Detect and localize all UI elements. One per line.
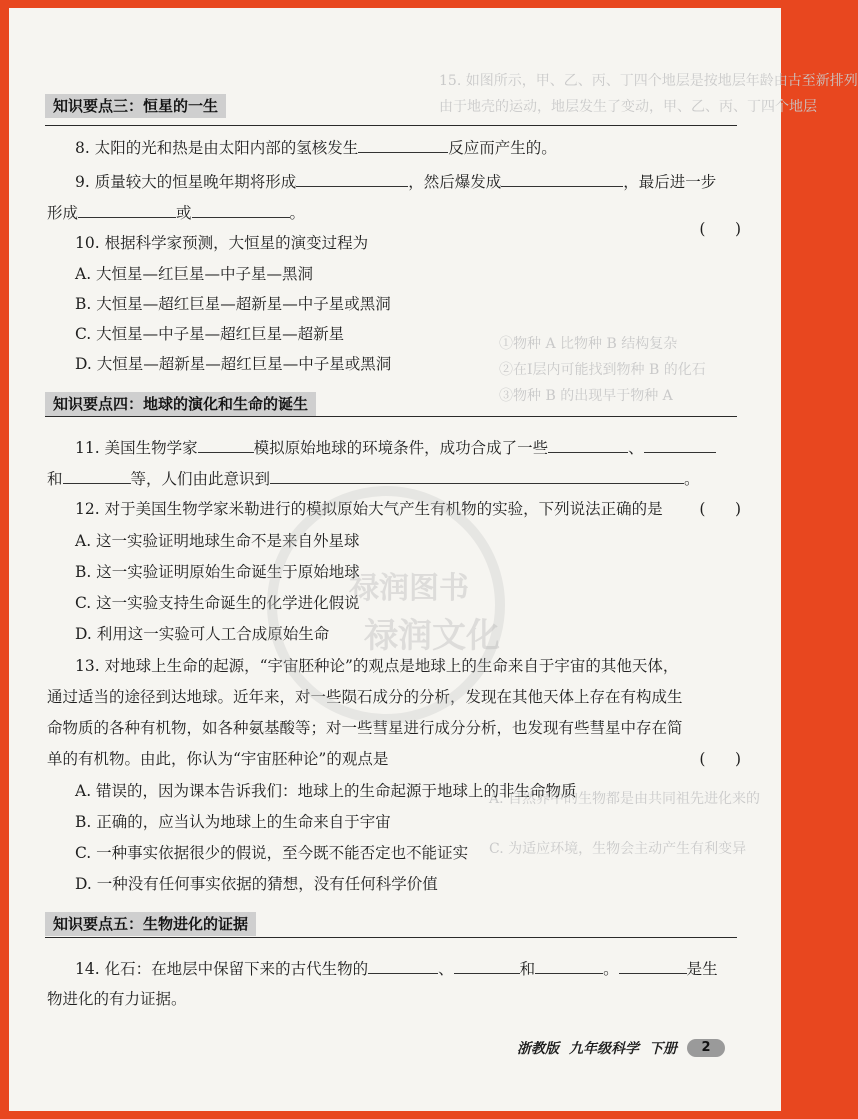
answer-bracket[interactable]: ( ) [699, 500, 741, 518]
question-14-cont: 物进化的有力证据。 [47, 990, 187, 1008]
question-10-stem: 10. 根据科学家预测，大恒星的演变过程为 [75, 234, 369, 252]
option-b[interactable]: B. 正确的，应当认为地球上的生命来自于宇宙 [75, 813, 391, 831]
book-title: 九年级科学 [569, 1041, 639, 1057]
answer-blank[interactable] [535, 957, 603, 974]
option-a[interactable]: A. 大恒星—红巨星—中子星—黑洞 [75, 265, 314, 283]
option-b[interactable]: B. 这一实验证明原始生命诞生于原始地球 [75, 563, 360, 581]
answer-blank[interactable] [78, 201, 176, 218]
answer-blank[interactable] [198, 436, 254, 453]
option-b[interactable]: B. 大恒星—超红巨星—超新星—中子星或黑洞 [75, 295, 391, 313]
section-divider [45, 416, 737, 417]
section-divider [45, 125, 737, 126]
bleed-through-text: ②在Ⅰ层内可能找到物种 B 的化石 [499, 362, 706, 378]
question-11: 11. 美国生物学家 模拟原始地球的环境条件，成功合成了一些 、 [75, 436, 716, 459]
section-title: 知识要点五：生物进化的证据 [45, 912, 256, 936]
section-title: 知识要点四：地球的演化和生命的诞生 [45, 392, 316, 416]
answer-blank[interactable] [270, 467, 684, 484]
question-11-cont: 和 等，人们由此意识到 。 [47, 467, 700, 490]
answer-blank[interactable] [63, 467, 131, 484]
section-divider [45, 937, 737, 938]
option-d[interactable]: D. 一种没有任何事实依据的猜想，没有任何科学价值 [75, 875, 438, 893]
option-c[interactable]: C. 大恒星—中子星—超红巨星—超新星 [75, 325, 345, 343]
answer-blank[interactable] [296, 170, 408, 187]
edition-label: 浙教版 [517, 1041, 559, 1057]
question-9: 9. 质量较大的恒星晚年期将形成 ，然后爆发成 ，最后进一步 [75, 170, 716, 193]
answer-bracket[interactable]: ( ) [699, 750, 741, 768]
answer-blank[interactable] [368, 957, 438, 974]
watermark-text: 禄润文化 [364, 616, 500, 656]
option-c[interactable]: C. 一种事实依据很少的假说，至今既不能否定也不能证实 [75, 844, 469, 862]
section-title: 知识要点三：恒星的一生 [45, 94, 226, 118]
answer-blank[interactable] [619, 957, 687, 974]
answer-blank[interactable] [548, 436, 628, 453]
bleed-through-text: 由于地壳的运动，地层发生了变动，甲、乙、丙、丁四个地层 [439, 99, 817, 115]
question-13-line2: 通过适当的途径到达地球。近年来，对一些陨石成分的分析，发现在其他天体上存在有构成生 [47, 688, 683, 706]
answer-blank[interactable] [192, 201, 290, 218]
question-12-stem: 12. 对于美国生物学家米勒进行的模拟原始大气产生有机物的实验，下列说法正确的是 [75, 500, 663, 518]
answer-blank[interactable] [454, 957, 520, 974]
question-13-line3: 命物质的各种有机物，如各种氨基酸等；对一些彗星进行成分分析，也发现有些彗星中存在简 [47, 719, 683, 737]
answer-blank[interactable] [644, 436, 716, 453]
bleed-through-text: A. 自然界中的生物都是由共同祖先进化来的 [489, 791, 761, 807]
bleed-through-text: ①物种 A 比物种 B 结构复杂 [499, 336, 678, 352]
volume-label: 下册 [649, 1041, 677, 1057]
bleed-through-text: C. 为适应环境，生物会主动产生有利变异 [489, 841, 747, 857]
page-footer [517, 1038, 725, 1058]
option-d[interactable]: D. 大恒星—超新星—超红巨星—中子星或黑洞 [75, 355, 392, 373]
answer-bracket[interactable]: ( ) [699, 220, 741, 238]
answer-blank[interactable] [358, 136, 448, 153]
question-13-line4: 单的有机物。由此，你认为“宇宙胚种论”的观点是 [47, 750, 389, 768]
bleed-through-text: ③物种 B 的出现早于物种 A [499, 388, 673, 404]
document-page [9, 8, 858, 1111]
option-a[interactable]: A. 这一实验证明地球生命不是来自外星球 [75, 532, 360, 550]
option-c[interactable]: C. 这一实验支持生命诞生的化学进化假说 [75, 594, 360, 612]
page-number: 2 [687, 1039, 725, 1057]
bleed-through-text: 15. 如图所示，甲、乙、丙、丁四个地层是按地层年龄由古至新排列 [439, 73, 858, 89]
answer-blank[interactable] [501, 170, 623, 187]
option-d[interactable]: D. 利用这一实验可人工合成原始生命 [75, 625, 330, 643]
watermark-text: 禄润图书 [349, 571, 469, 606]
option-a[interactable]: A. 错误的，因为课本告诉我们：地球上的生命起源于地球上的非生命物质 [75, 782, 577, 800]
question-14: 14. 化石：在地层中保留下来的古代生物的 、 和 。 是生 [75, 957, 718, 980]
question-8: 8. 太阳的光和热是由太阳内部的氢核发生 反应而产生的。 [75, 136, 557, 159]
question-9-cont: 形成 或 。 [47, 201, 305, 224]
question-13-line1: 13. 对地球上生命的起源，“宇宙胚种论”的观点是地球上的生命来自于宇宙的其他天体， [75, 657, 679, 675]
